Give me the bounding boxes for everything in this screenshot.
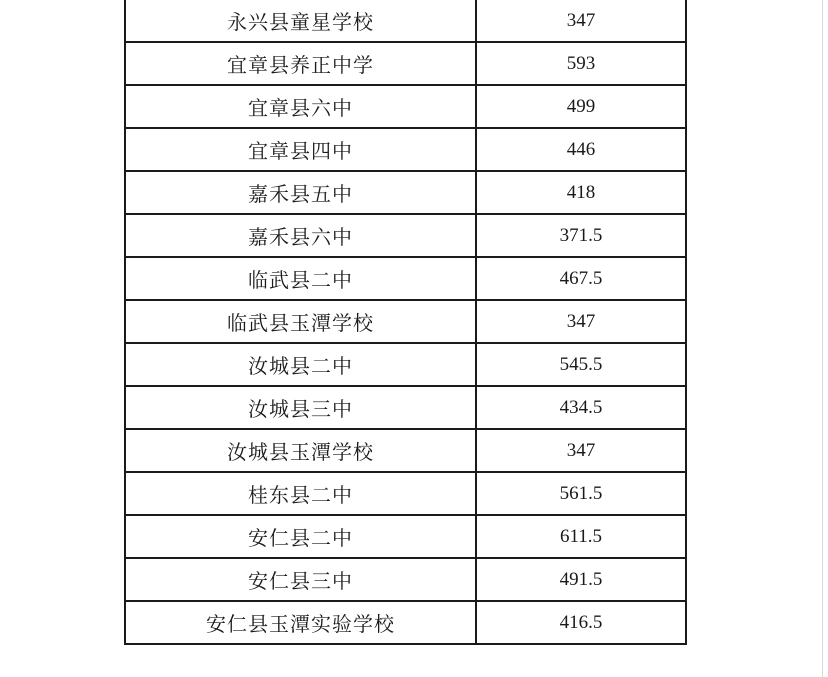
- table-row: [125, 171, 686, 214]
- score-cell: 371.5: [476, 214, 686, 257]
- school-name-cell: 安仁县二中: [125, 515, 476, 558]
- score-cell: 416.5: [476, 601, 686, 644]
- score-cell: 446: [476, 128, 686, 171]
- table-row: [125, 128, 686, 171]
- school-name-cell: 嘉禾县五中: [125, 171, 476, 214]
- score-cell: 491.5: [476, 558, 686, 601]
- school-name-cell: 永兴县童星学校: [125, 0, 476, 42]
- score-cell: 347: [476, 0, 686, 42]
- table-row: [125, 558, 686, 601]
- table-row: [125, 257, 686, 300]
- school-score-table: [124, 0, 687, 645]
- score-cell: 347: [476, 300, 686, 343]
- table-row: [125, 214, 686, 257]
- score-cell: 593: [476, 42, 686, 85]
- table-row: [125, 472, 686, 515]
- table-row: [125, 386, 686, 429]
- school-name-cell: 汝城县三中: [125, 386, 476, 429]
- school-name-cell: 宜章县六中: [125, 85, 476, 128]
- school-name-cell: 汝城县玉潭学校: [125, 429, 476, 472]
- score-cell: 418: [476, 171, 686, 214]
- school-name-cell: 临武县二中: [125, 257, 476, 300]
- score-cell: 434.5: [476, 386, 686, 429]
- school-name-cell: 桂东县二中: [125, 472, 476, 515]
- school-name-cell: 宜章县四中: [125, 128, 476, 171]
- school-name-cell: 宜章县养正中学: [125, 42, 476, 85]
- page-edge-line: [822, 0, 823, 677]
- school-name-cell: 安仁县玉潭实验学校: [125, 601, 476, 644]
- score-cell: 611.5: [476, 515, 686, 558]
- school-name-cell: 安仁县三中: [125, 558, 476, 601]
- score-cell: 467.5: [476, 257, 686, 300]
- table-row: [125, 85, 686, 128]
- score-cell: 545.5: [476, 343, 686, 386]
- score-cell: 347: [476, 429, 686, 472]
- score-cell: 561.5: [476, 472, 686, 515]
- table-row: [125, 0, 686, 42]
- table-row: [125, 429, 686, 472]
- table-row: [125, 515, 686, 558]
- school-name-cell: 汝城县二中: [125, 343, 476, 386]
- table-body: [125, 0, 686, 644]
- table-row: [125, 42, 686, 85]
- school-name-cell: 临武县玉潭学校: [125, 300, 476, 343]
- score-cell: 499: [476, 85, 686, 128]
- school-name-cell: 嘉禾县六中: [125, 214, 476, 257]
- table-row: [125, 601, 686, 644]
- table-row: [125, 343, 686, 386]
- table-row: [125, 300, 686, 343]
